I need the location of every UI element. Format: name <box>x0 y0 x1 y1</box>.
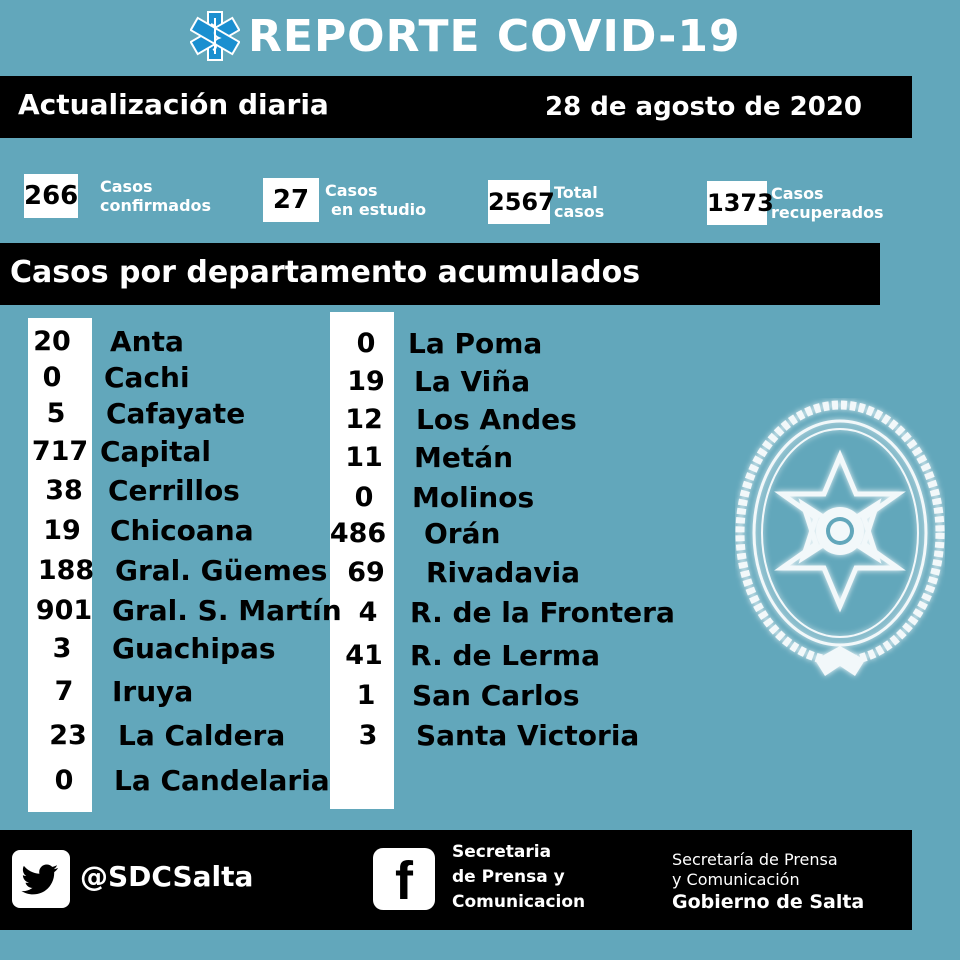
twitter-handle[interactable]: @SDCSalta <box>80 860 254 893</box>
department-count: 0 <box>54 765 74 796</box>
department-name: La Caldera <box>118 719 286 752</box>
department-count: 38 <box>45 475 83 506</box>
stat-confirmed <box>24 174 211 218</box>
department-count: 0 <box>354 482 374 513</box>
department-count: 12 <box>345 404 383 435</box>
stat-value: 1373 <box>707 181 767 225</box>
department-count: 23 <box>49 720 87 751</box>
department-count: 19 <box>43 515 81 546</box>
departments-bar <box>0 243 880 305</box>
facebook-icon[interactable]: f <box>373 848 435 910</box>
update-label: Actualización diaria <box>18 88 329 121</box>
stat-value: 266 <box>24 174 78 218</box>
stat-label: Total casos <box>554 183 605 221</box>
department-name: Gral. Güemes <box>115 554 328 587</box>
department-name: R. de Lerma <box>410 639 600 672</box>
department-count: 3 <box>52 633 72 664</box>
department-count: 4 <box>358 597 378 628</box>
department-name: La Viña <box>414 365 531 398</box>
department-count: 717 <box>31 436 89 467</box>
department-name: Santa Victoria <box>416 719 640 752</box>
department-name: La Poma <box>408 327 543 360</box>
department-count: 486 <box>329 518 387 549</box>
page-title: REPORTE COVID-19 <box>248 10 741 62</box>
department-name: R. de la Frontera <box>410 596 675 629</box>
department-name: Chicoana <box>110 514 254 547</box>
stat-label: Casos recuperados <box>771 184 884 222</box>
department-name: Iruya <box>112 675 194 708</box>
department-name: Orán <box>424 517 501 550</box>
department-name: Cerrillos <box>108 474 240 507</box>
report-date: 28 de agosto de 2020 <box>545 92 863 122</box>
department-name: La Candelaria <box>114 764 330 797</box>
department-count: 5 <box>46 398 66 429</box>
department-name: Metán <box>414 441 514 474</box>
department-count: 19 <box>347 366 385 397</box>
department-count: 69 <box>347 557 385 588</box>
department-name: Los Andes <box>416 403 577 436</box>
facebook-page-name: Secretaria de Prensa y Comunicacion <box>452 842 586 912</box>
department-name: Cafayate <box>106 397 246 430</box>
department-count: 7 <box>54 676 74 707</box>
header <box>190 6 741 66</box>
department-name: Cachi <box>104 361 190 394</box>
department-count: 1 <box>356 680 376 711</box>
department-count: 11 <box>345 442 383 473</box>
department-count: 0 <box>356 328 376 359</box>
department-count: 3 <box>358 720 378 751</box>
department-count: 188 <box>37 555 95 586</box>
stat-label: Casos confirmados <box>100 177 212 215</box>
seal-icon <box>735 398 945 688</box>
department-name: Rivadavia <box>426 556 580 589</box>
department-name: Gral. S. Martín <box>112 594 342 627</box>
stat-value: 27 <box>263 178 319 222</box>
stat-label: Casos en estudio <box>325 181 427 219</box>
twitter-icon[interactable] <box>12 850 70 908</box>
departments-title: Casos por departamento acumulados <box>10 255 641 290</box>
department-name: Anta <box>110 325 184 358</box>
government-logo-text: Secretaría de Prensa y Comunicación Gobierno de Salta <box>672 850 865 913</box>
department-name: Guachipas <box>112 632 276 665</box>
update-bar <box>0 76 912 138</box>
stat-value: 2567 <box>488 180 550 224</box>
department-count: 41 <box>345 640 383 671</box>
star-of-life-icon <box>190 8 240 64</box>
stat-recovered <box>707 181 884 225</box>
department-count: 20 <box>33 326 71 357</box>
department-name: Capital <box>100 435 211 468</box>
stat-total <box>488 180 604 224</box>
footer <box>0 830 912 930</box>
department-count: 0 <box>42 362 62 393</box>
department-count: 901 <box>35 595 93 626</box>
department-name: San Carlos <box>412 679 580 712</box>
stat-in-study <box>263 178 426 222</box>
department-name: Molinos <box>412 481 535 514</box>
